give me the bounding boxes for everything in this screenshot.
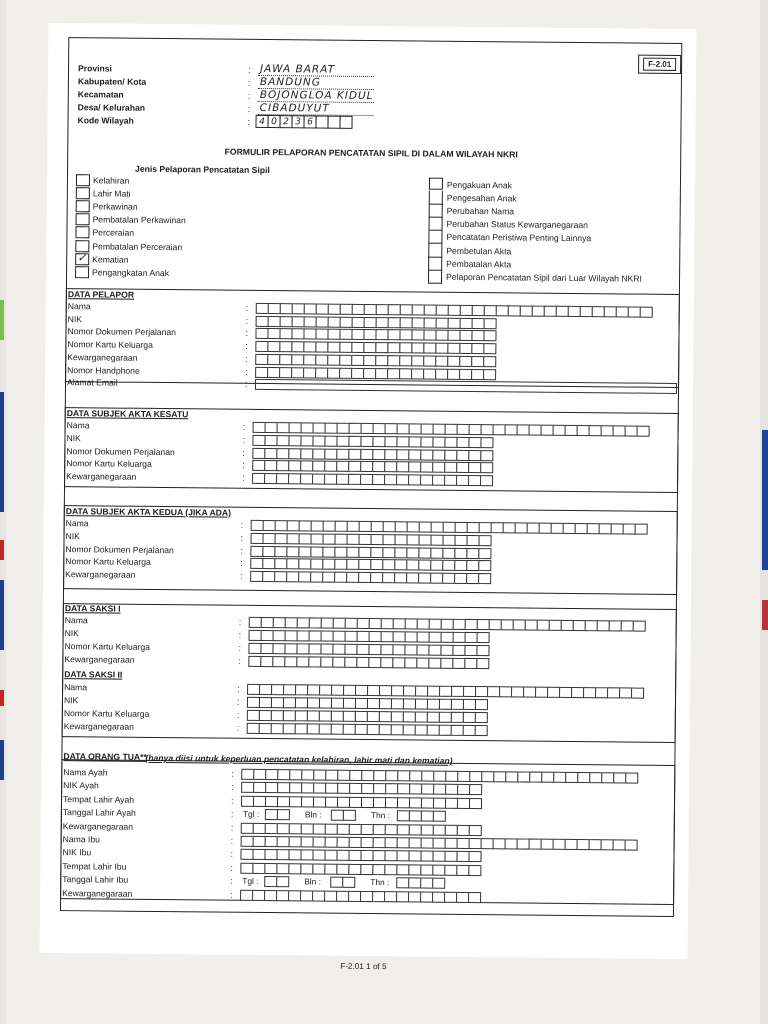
kode-wilayah-digit[interactable]: 2: [279, 115, 292, 128]
input-box-row[interactable]: [248, 643, 488, 656]
colon: :: [230, 862, 233, 873]
date-label-bln: Bln :: [304, 876, 322, 887]
input-box-row[interactable]: [255, 354, 495, 367]
input-box-row[interactable]: [256, 316, 496, 329]
date-label-thn: Thn :: [370, 877, 390, 888]
field-label: NIK: [66, 432, 81, 444]
field-label: Kewarganegaraan: [67, 351, 138, 363]
section-title-orangtua: DATA ORANG TUA**: [63, 751, 147, 762]
input-box-row[interactable]: [330, 877, 354, 888]
section-title-subjek2: DATA SUBJEK AKTA KEDUA (JIKA ADA): [65, 506, 232, 518]
field-label: Nomor Kartu Keluarga: [63, 708, 150, 719]
field-label: NIK: [67, 313, 83, 324]
date-label-tgl: Tgl :: [242, 875, 259, 887]
colon: :: [240, 570, 243, 581]
colon: :: [230, 889, 233, 900]
colon: :: [245, 366, 248, 377]
input-box-row[interactable]: [397, 810, 445, 821]
input-box-row[interactable]: [252, 473, 492, 486]
colon: :: [245, 353, 248, 364]
field-label: Kewarganegaraan: [64, 654, 135, 665]
kode-wilayah-digit[interactable]: 4: [255, 115, 268, 128]
jenis-checkbox[interactable]: [429, 191, 443, 205]
jenis-item-label: Pembatalan Perkawinan: [92, 214, 186, 226]
section-title-subjek1: DATA SUBJEK AKTA KESATU: [66, 408, 189, 420]
colon: :: [231, 768, 234, 779]
date-label-thn: Thn :: [370, 810, 391, 821]
header-value-handwritten[interactable]: BANDUNG: [259, 75, 321, 89]
colon: :: [240, 532, 244, 543]
jenis-checkbox[interactable]: [428, 269, 442, 283]
section-title-pelapor: DATA PELAPOR: [67, 289, 135, 300]
field-label: Nomor Kartu Keluarga: [64, 641, 151, 652]
field-label: Tempat Lahir Ayah: [62, 793, 135, 805]
jenis-item-label: Kelahiran: [92, 175, 130, 186]
input-box-row[interactable]: [265, 809, 289, 820]
input-box-row[interactable]: [255, 328, 495, 341]
jenis-item-label: Perubahan Status Kewarganegaraan: [446, 219, 589, 231]
jenis-checkbox[interactable]: [76, 213, 90, 225]
jenis-checkbox[interactable]: [429, 178, 443, 190]
colon: :: [245, 328, 249, 339]
input-box-row[interactable]: [240, 849, 480, 862]
input-box-row[interactable]: [247, 710, 487, 723]
input-box-row[interactable]: [247, 723, 487, 736]
colon: :: [242, 421, 246, 432]
colon: :: [238, 642, 242, 653]
field-label: Nama Ibu: [62, 834, 100, 845]
scan-edge-mark: [0, 580, 4, 650]
field-label: Kewarganegaraan: [62, 820, 134, 832]
field-label: Nama: [64, 615, 88, 626]
field-label: Kewarganegaraan: [62, 887, 133, 899]
field-label: NIK: [64, 628, 79, 639]
jenis-item-label: Pengangkatan Anak: [92, 267, 170, 278]
jenis-item-label: Perkawinan: [92, 201, 138, 212]
colon: :: [245, 315, 249, 326]
colon: :: [236, 722, 240, 733]
section-note: (hanya diisi untuk keperluan pencatatan kelahiran, lahir mati dan kematian): [145, 752, 453, 766]
section-title-saksi2: DATA SAKSI II: [64, 669, 123, 680]
header-value-handwritten[interactable]: CIBADUYUT: [259, 101, 330, 115]
input-box-row[interactable]: [252, 460, 492, 473]
jenis-checkbox[interactable]: [76, 174, 90, 186]
check-mark-icon: ✓: [77, 251, 87, 264]
field-label: Kewarganegaraan: [65, 569, 136, 580]
input-box-row[interactable]: [396, 877, 444, 888]
jenis-item-label: Pembatalan Perceraian: [92, 240, 183, 252]
kode-wilayah-boxes: [255, 115, 351, 129]
kode-wilayah-digit[interactable]: [339, 116, 352, 129]
jenis-checkbox[interactable]: [428, 243, 442, 257]
kode-wilayah-digit[interactable]: 6: [303, 115, 316, 128]
colon: :: [247, 103, 251, 114]
jenis-checkbox[interactable]: [76, 187, 90, 199]
scan-edge-mark: [0, 740, 4, 780]
header-label: Kabupaten/ Kota: [77, 76, 147, 87]
header-label: Desa/ Kelurahan: [77, 102, 146, 113]
input-box-row[interactable]: [241, 782, 481, 795]
input-box-row[interactable]: [250, 558, 490, 571]
jenis-item-label: Pembatalan Akta: [446, 258, 512, 269]
field-label: NIK Ayah: [63, 780, 99, 791]
scan-left-edge: [0, 0, 6, 1024]
jenis-item-label: Pelaporan Pencatatan Sipil dari Luar Wilayah NKRI: [446, 271, 642, 284]
jenis-checkbox[interactable]: [429, 204, 443, 218]
field-label: Nama: [64, 682, 88, 693]
colon: :: [236, 709, 240, 720]
field-label: Nomor Kartu Keluarga: [65, 556, 151, 568]
colon: :: [230, 795, 234, 806]
colon: :: [240, 558, 243, 569]
field-label: Tempat Lahir Ibu: [62, 860, 127, 872]
field-label: NIK: [65, 530, 80, 542]
header-value-handwritten[interactable]: BOJONGLOA KIDUL: [259, 88, 374, 103]
field-label: Nomor Dokumen Perjalanan: [67, 326, 176, 338]
input-box-row[interactable]: [250, 533, 490, 546]
field-label: Nomor Dokumen Perjalanan: [65, 543, 174, 555]
field-label: Nomor Kartu Keluarga: [66, 458, 152, 470]
page-footer: F-2.01 1 of 5: [340, 961, 387, 972]
colon: :: [247, 90, 251, 101]
input-box-row[interactable]: [241, 822, 481, 835]
colon: :: [240, 519, 244, 530]
form-code-badge: [638, 55, 681, 74]
input-box-row[interactable]: [247, 697, 487, 710]
colon: :: [238, 629, 242, 640]
field-label: Nama: [65, 518, 89, 529]
colon: :: [230, 822, 234, 833]
colon: :: [230, 849, 234, 860]
field-label: Nama: [67, 301, 91, 312]
field-label: Nomor Dokumen Perjalanan: [66, 445, 175, 457]
colon: :: [238, 655, 241, 666]
jenis-item-label: Kematian: [92, 253, 129, 265]
colon: :: [242, 460, 245, 471]
input-box-row[interactable]: [250, 545, 490, 558]
field-label: Nama Ayah: [63, 767, 108, 778]
scan-edge-mark: [0, 690, 4, 706]
date-label-tgl: Tgl :: [242, 809, 260, 820]
colon: :: [238, 616, 242, 627]
colon: :: [245, 302, 249, 313]
colon: :: [242, 472, 245, 484]
field-label: NIK: [63, 695, 79, 706]
jenis-item-label: Perceraian: [92, 227, 135, 239]
jenis-item-label: Pembetulan Akta: [446, 245, 512, 256]
colon: :: [237, 683, 240, 694]
input-box-row[interactable]: [255, 366, 495, 379]
jenis-checkbox[interactable]: [75, 227, 89, 239]
field-label: Nama: [66, 420, 90, 431]
jenis-item-label: Pencatatan Peristiwa Penting Lainnya: [446, 232, 592, 244]
field-label: Kewarganegaraan: [66, 471, 137, 482]
field-label: Nomor Handphone: [67, 364, 140, 376]
jenis-item-label: Pengesahan Anak: [446, 192, 517, 204]
jenis-heading: Jenis Pelaporan Pencatatan Sipil: [135, 163, 270, 176]
colon: :: [230, 808, 234, 819]
header-label: Kecamatan: [77, 89, 124, 100]
form-code: F-2.01: [643, 58, 676, 71]
colon: :: [247, 64, 251, 75]
section-title-saksi1: DATA SAKSI I: [64, 603, 121, 614]
colon: :: [231, 782, 234, 793]
date-label-bln: Bln :: [304, 809, 322, 820]
header-value-handwritten[interactable]: JAWA BARAT: [259, 62, 336, 76]
field-label: Kewarganegaraan: [63, 721, 135, 732]
colon: :: [245, 340, 248, 351]
colon: :: [242, 434, 246, 445]
scan-edge-mark: [762, 600, 768, 630]
scan-edge-mark: [0, 540, 4, 560]
input-box-row[interactable]: [252, 447, 492, 460]
field-label: NIK Ibu: [62, 847, 92, 858]
jenis-checkbox[interactable]: [428, 217, 442, 231]
colon: :: [240, 545, 243, 556]
field-label: Nomor Kartu Keluarga: [67, 339, 153, 351]
input-box-row[interactable]: [249, 630, 489, 643]
jenis-checkbox[interactable]: [75, 266, 89, 278]
field-label: Tanggal Lahir Ibu: [62, 874, 129, 885]
jenis-item-label: Lahir Mati: [92, 188, 131, 199]
input-box-row[interactable]: [331, 810, 355, 821]
jenis-item-label: Pengakuan Anak: [446, 179, 512, 191]
input-box-row[interactable]: [241, 796, 481, 809]
header-label: Kode Wilayah: [77, 115, 134, 126]
jenis-checkbox[interactable]: [76, 200, 90, 212]
field-label: Tanggal Lahir Ayah: [62, 807, 136, 818]
kode-wilayah-digit[interactable]: 3: [291, 115, 304, 128]
colon: :: [244, 379, 248, 390]
jenis-checkbox[interactable]: [428, 230, 442, 244]
colon: :: [236, 696, 240, 707]
colon: :: [230, 875, 233, 886]
header-label: Provinsi: [77, 63, 113, 74]
input-box-row[interactable]: [252, 435, 492, 448]
colon: :: [247, 77, 251, 88]
kode-wilayah-digit[interactable]: 0: [267, 115, 280, 128]
scan-edge-mark: [762, 430, 768, 570]
input-box-row[interactable]: [240, 889, 480, 902]
colon: :: [230, 835, 234, 846]
input-box-row[interactable]: [248, 656, 488, 669]
input-box-row[interactable]: [250, 571, 490, 584]
input-box-row[interactable]: [255, 341, 495, 354]
input-box-row[interactable]: [264, 876, 288, 887]
scan-edge-mark: [0, 392, 4, 512]
jenis-checkbox[interactable]: [428, 256, 442, 270]
form-title: FORMULIR PELAPORAN PENCATATAN SIPIL DI DALAM WILAYAH NKRI: [224, 146, 518, 160]
field-label: Alamat Email: [66, 377, 118, 388]
input-box-row[interactable]: [240, 863, 480, 876]
colon: :: [247, 116, 251, 127]
colon: :: [242, 447, 245, 458]
jenis-item-label: Perubahan Nama: [446, 205, 515, 217]
scan-edge-mark: [0, 300, 4, 340]
form-page: [40, 23, 697, 972]
jenis-checkbox[interactable]: [75, 253, 89, 265]
